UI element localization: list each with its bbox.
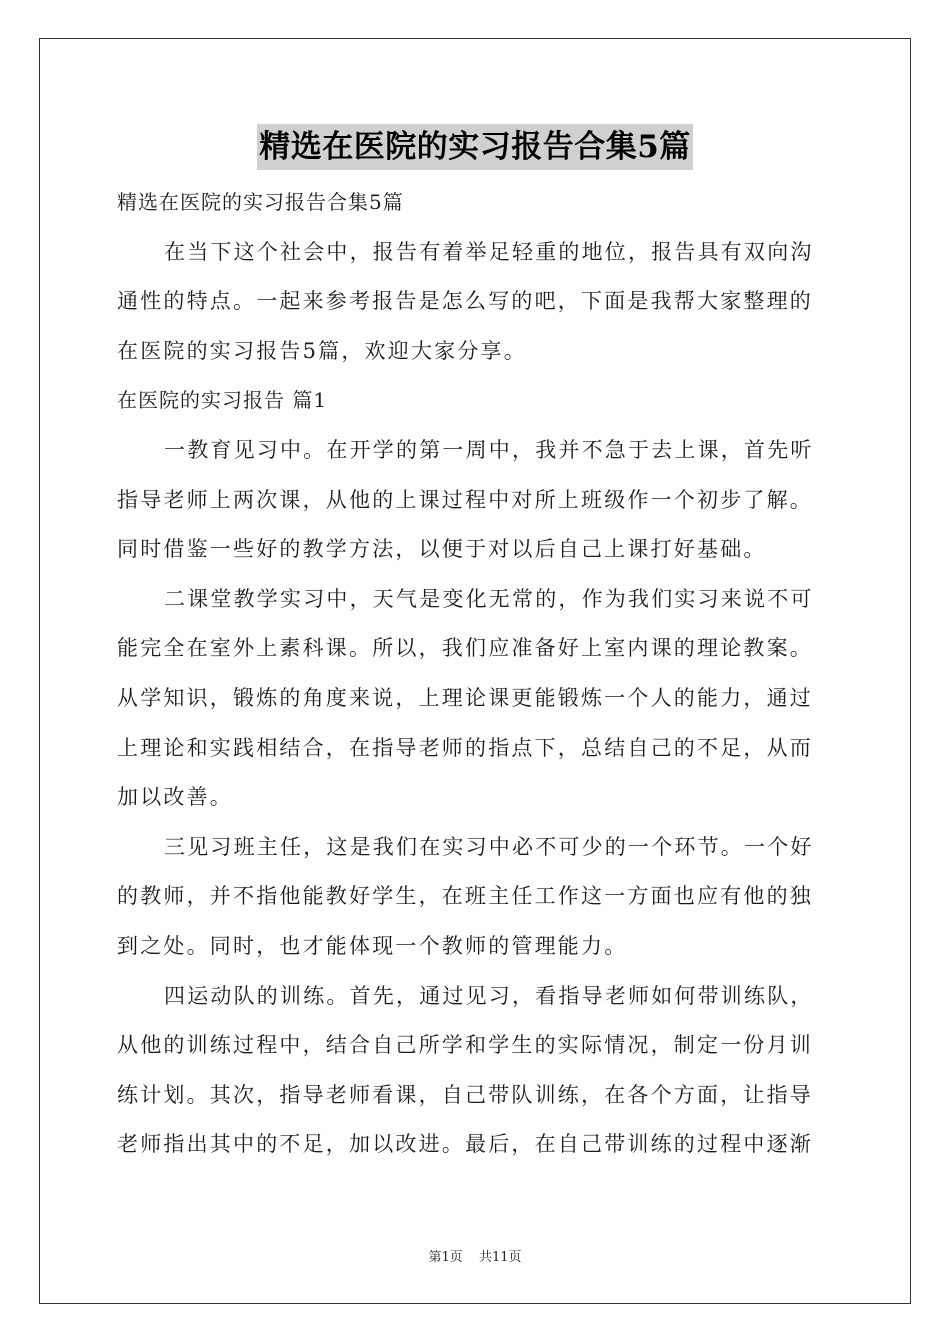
- text-line: 在当下这个社会中，报告有着举足轻重的地位，报告具有双向沟: [164, 239, 814, 264]
- document-body: [117, 178, 837, 1170]
- text-line: 二课堂教学实习中，天气是变化无常的，作为我们实习来说不可: [164, 586, 814, 611]
- text-line: 能完全在室外上素科课。所以，我们应准备好上室内课的理论教案。: [117, 636, 813, 661]
- text-line: 到之处。同时，也才能体现一个教师的管理能力。: [117, 933, 628, 958]
- text-line: 老师指出其中的不足，加以改进。最后，在自己带训练的过程中逐渐: [117, 1132, 813, 1157]
- text-line: 从他的训练过程中，结合自己所学和学生的实际情况，制定一份月训: [117, 1033, 813, 1058]
- text-line: 指导老师上两次课，从他的上课过程中对所上班级作一个初步了解。: [117, 487, 813, 512]
- page-number: 第1页: [428, 1250, 463, 1265]
- text-line: 通性的特点。一起来参考报告是怎么写的吧，下面是我帮大家整理的: [117, 289, 813, 314]
- text-line: 练计划。其次，指导老师看课，自己带队训练，在各个方面，让指导: [117, 1082, 813, 1107]
- text-line: 精选在医院的实习报告合集5篇: [117, 190, 404, 214]
- text-line: 从学知识，锻炼的角度来说，上理论课更能锻炼一个人的能力，通过: [117, 685, 813, 710]
- text-line: 加以改善。: [117, 785, 233, 810]
- text-line: 在医院的实习报告 篇1: [117, 388, 328, 413]
- text-line: 的教师，并不指他能教好学生，在班主任工作这一方面也应有他的独: [117, 884, 813, 909]
- text-line: 同时借鉴一些好的教学方法，以便于对以后自己上课打好基础。: [117, 537, 767, 562]
- text-line: 上理论和实践相结合，在指导老师的指点下，总结自己的不足，从而: [117, 735, 813, 760]
- text-line: 在医院的实习报告5篇，欢迎大家分享。: [117, 338, 527, 363]
- text-line: 三见习班主任，这是我们在实习中必不可少的一个环节。一个好: [164, 834, 814, 859]
- text-line: 一教育见习中。在开学的第一周中，我并不急于去上课，首先听: [164, 437, 814, 462]
- page-footer: [0, 1246, 950, 1265]
- document-title: 精选在医院的实习报告合集5篇: [257, 124, 693, 170]
- page-total: 共11页: [478, 1250, 522, 1265]
- title-wrap: [0, 124, 950, 170]
- text-line: 四运动队的训练。首先，通过见习，看指导老师如何带训练队，: [164, 983, 814, 1008]
